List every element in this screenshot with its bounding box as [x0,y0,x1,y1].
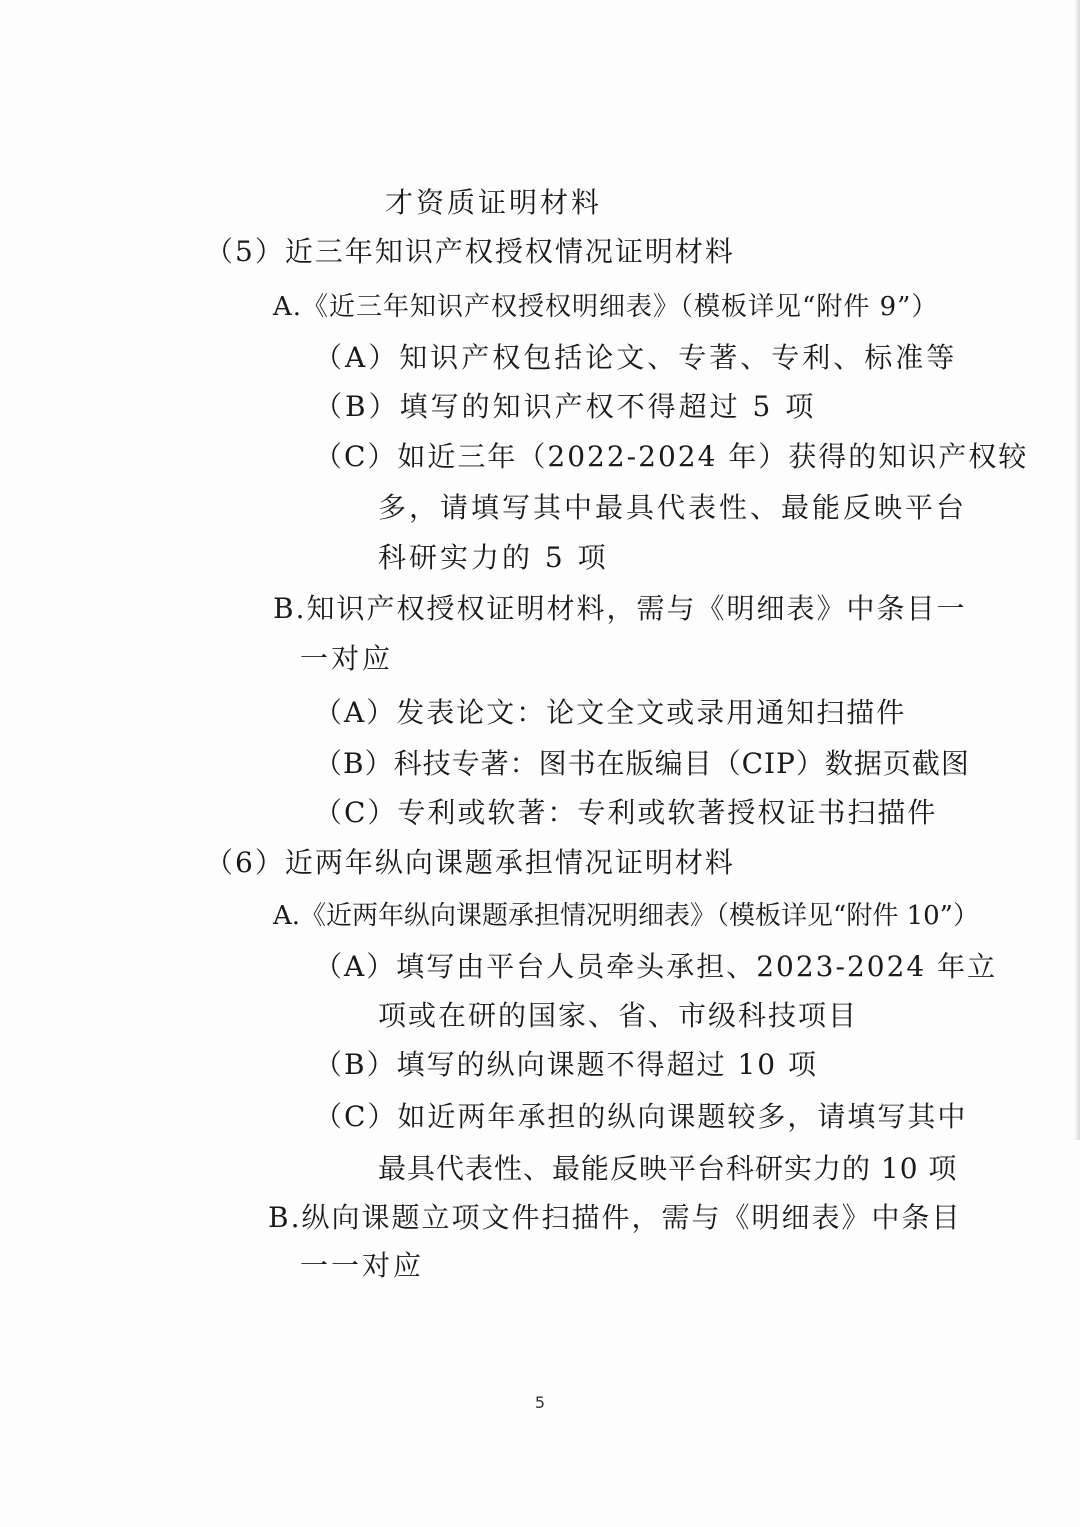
item-5a-sub-c: （C）如近三年（2022-2024 年）获得的知识产权较 [314,440,1029,473]
scan-edge-shadow [1074,0,1080,1140]
item-6b-heading: B.纵向课题立项文件扫描件，需与《明细表》中条目 [268,1201,962,1234]
text-line: 才资质证明材料 [385,186,603,219]
item-5a-sub-c-cont: 多，请填写其中最具代表性、最能反映平台 [378,491,968,524]
item-5b-sub-c: （C）专利或软著：专利或软著授权证书扫描件 [314,796,938,829]
item-5a-heading: A.《近三年知识产权授权明细表》（模板详见“附件 9”） [273,292,939,322]
item-6b-heading-cont: 一一对应 [300,1249,425,1282]
item-6a-sub-c-cont: 最具代表性、最能反映平台科研实力的 10 项 [378,1152,958,1185]
item-5a-sub-a: （A）知识产权包括论文、专著、专利、标准等 [314,341,958,374]
item-6a-sub-c: （C）如近两年承担的纵向课题较多，请填写其中 [314,1100,968,1133]
item-5b-heading: B.知识产权授权证明材料，需与《明细表》中条目一 [273,592,967,625]
item-5b-heading-cont: 一对应 [300,642,394,675]
item-6a-sub-b: （B）填写的纵向课题不得超过 10 项 [314,1048,819,1081]
item-6a-sub-a-cont: 项或在研的国家、省、市级科技项目 [378,999,859,1032]
item-5b-sub-b: （B）科技专著：图书在版编目（CIP）数据页截图 [314,747,970,780]
item-5a-sub-c-cont: 科研实力的 5 项 [378,541,609,574]
section-6-heading: （6）近两年纵向课题承担情况证明材料 [205,846,735,879]
section-5-heading: （5）近三年知识产权授权情况证明材料 [205,235,735,268]
item-5a-sub-b: （B）填写的知识产权不得超过 5 项 [314,390,817,423]
item-6a-heading: A.《近两年纵向课题承担情况明细表》（模板详见“附件 10”） [273,901,979,931]
item-6a-sub-a: （A）填写由平台人员牵头承担、2023-2024 年立 [314,950,998,983]
page-number: 5 [534,1393,546,1412]
item-5b-sub-a: （A）发表论文：论文全文或录用通知扫描件 [314,696,907,729]
